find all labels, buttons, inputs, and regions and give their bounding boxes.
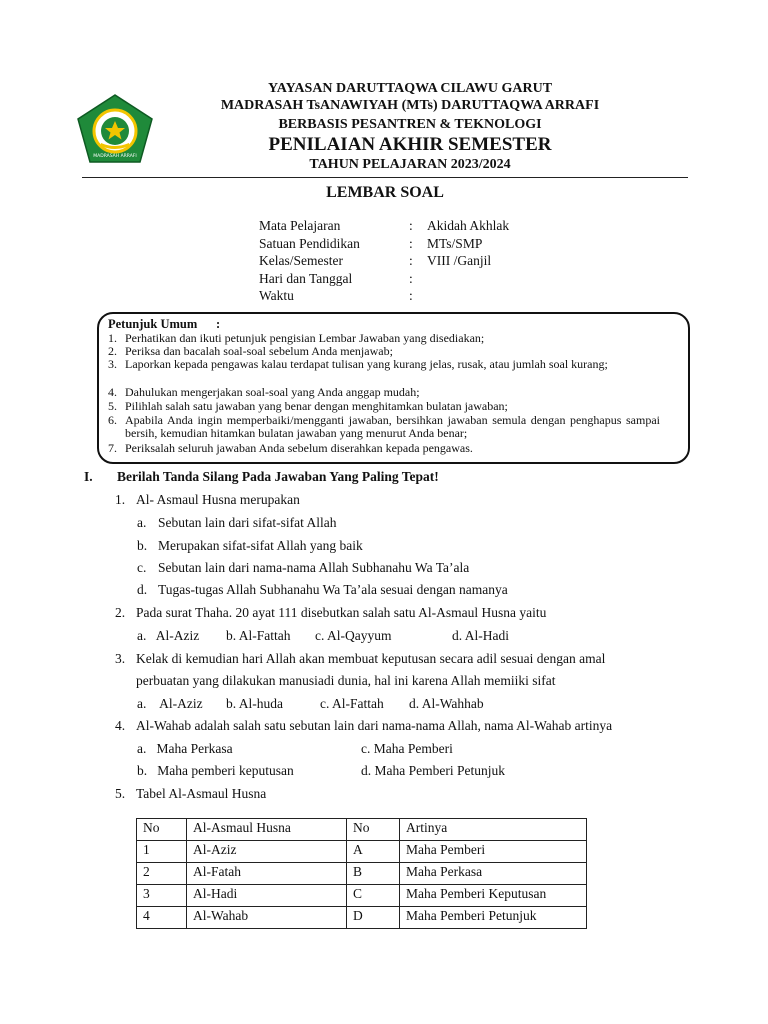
section-number: I.	[84, 469, 93, 484]
question-number: 4.	[115, 718, 126, 733]
svg-text:MADRASAH ARRAFI: MADRASAH ARRAFI	[93, 154, 137, 159]
info-colon: :	[409, 235, 413, 251]
table-header-cell: No	[137, 819, 187, 841]
question-text: Al- Asmaul Husna merupakan	[136, 492, 300, 507]
asmaul-husna-table	[136, 818, 587, 929]
table-cell: B	[347, 863, 400, 885]
info-value: Akidah Akhlak	[427, 218, 510, 233]
instructions-title: Petunjuk Umum :	[108, 317, 221, 331]
table-cell: 1	[137, 841, 187, 863]
instruction-text: Periksalah seluruh jawaban Anda sebelum diserahkan kepada pengawas.	[125, 441, 473, 455]
table-cell: Maha Pemberi Petunjuk	[400, 907, 587, 929]
instruction-number: 1.	[108, 331, 117, 345]
option-text: Sebutan lain dari nama-nama Allah Subhanahu Wa Ta’ala	[158, 560, 470, 575]
table-cell: C	[347, 885, 400, 907]
instruction-text: Laporkan kepada pengawas kalau terdapat tulisan yang kurang jelas, rusak, atau jumlah soal kurang;	[125, 357, 608, 371]
table-cell: Al-Wahab	[187, 907, 347, 929]
table-row	[137, 907, 587, 929]
question-number: 3.	[115, 651, 126, 666]
option-d: d. Al-Wahhab	[409, 696, 484, 711]
question-number: 2.	[115, 605, 126, 620]
table-cell: Maha Pemberi	[400, 841, 587, 863]
info-colon: :	[409, 288, 413, 303]
instruction-text: Apabila Anda ingin memperbaiki/mengganti jawaban, bersihkan jawaban semula dengan penghapus sampai bersih, kemudian hitamkan bulatan jawaban yang menurut Anda benar;	[125, 413, 660, 440]
info-label: Kelas/Semester	[259, 253, 343, 268]
question-text: Pada surat Thaha. 20 ayat 111 disebutkan salah satu Al-Asmaul Husna yaitu	[136, 605, 547, 620]
option-letter: d.	[137, 582, 148, 597]
option-b: b. Al-huda	[226, 696, 283, 711]
option-d: d. Maha Pemberi Petunjuk	[361, 763, 505, 778]
instruction-text: Perhatikan dan ikuti petunjuk pengisian Lembar Jawaban yang disediakan;	[125, 331, 485, 345]
table-header-row	[137, 819, 587, 841]
info-value: VIII /Ganjil	[427, 253, 492, 268]
option-a: a. Al-Aziz	[137, 628, 200, 643]
instruction-text: Pilihlah salah satu jawaban yang benar dengan menghitamkan bulatan jawaban;	[125, 399, 508, 413]
info-row-subject	[259, 218, 579, 236]
table-cell: 2	[137, 863, 187, 885]
instruction-number: 2.	[108, 344, 117, 358]
table-row	[137, 841, 587, 863]
info-colon: :	[409, 253, 413, 268]
table-cell: D	[347, 907, 400, 929]
table-header-cell: No	[347, 819, 400, 841]
option-a: a. Al-Aziz	[137, 696, 203, 711]
instruction-number: 7.	[108, 441, 117, 455]
option-b: b. Al-Fattah	[226, 628, 291, 643]
option-letter: a.	[137, 515, 147, 530]
table-header-cell: Al-Asmaul Husna	[187, 819, 347, 841]
document-title: LEMBAR SOAL	[326, 184, 444, 201]
question-number: 1.	[115, 492, 126, 507]
option-letter: c.	[137, 560, 147, 575]
info-colon: :	[409, 218, 413, 233]
table-row	[137, 863, 587, 885]
info-row-time	[259, 288, 579, 306]
table-cell: A	[347, 841, 400, 863]
option-letter: b.	[137, 538, 148, 553]
info-row-class	[259, 253, 579, 271]
section-title: Berilah Tanda Silang Pada Jawaban Yang Paling Tepat!	[117, 469, 439, 484]
instruction-number: 6.	[108, 413, 117, 427]
option-c: c. Maha Pemberi	[361, 741, 453, 756]
foundation-name: YAYASAN DARUTTAQWA CILAWU GARUT	[267, 81, 553, 96]
option-c: c. Al-Fattah	[320, 696, 384, 711]
option-a: a. Maha Perkasa	[137, 741, 233, 756]
option-text: Tugas-tugas Allah Subhanahu Wa Ta’ala sesuai dengan namanya	[158, 582, 508, 597]
header-divider	[82, 177, 688, 178]
instruction-text: Dahulukan mengerjakan soal-soal yang Anda anggap mudah;	[125, 385, 420, 399]
question-text: Kelak di kemudian hari Allah akan membuat keputusan secara adil sesuai dengan amal	[136, 651, 606, 666]
info-label: Waktu	[259, 288, 294, 303]
info-row-level	[259, 236, 579, 254]
instruction-item	[108, 386, 660, 399]
option-c: c. Al-Qayyum	[315, 628, 392, 643]
instruction-number: 4.	[108, 385, 117, 399]
option-text: Merupakan sifat-sifat Allah yang baik	[158, 538, 363, 553]
instruction-item	[108, 414, 660, 440]
table-cell: 4	[137, 907, 187, 929]
question-number: 5.	[115, 786, 126, 801]
info-label: Mata Pelajaran	[259, 218, 341, 233]
question-text: Tabel Al-Asmaul Husna	[136, 786, 267, 801]
instruction-item	[108, 358, 660, 384]
table-cell: Maha Perkasa	[400, 863, 587, 885]
info-colon: :	[409, 270, 413, 286]
instruction-number: 3.	[108, 357, 117, 371]
school-tagline: BERBASIS PESANTREN & TEKNOLOGI	[278, 117, 542, 132]
table-row	[137, 885, 587, 907]
instruction-item	[108, 400, 660, 413]
option-text: Sebutan lain dari sifat-sifat Allah	[158, 515, 337, 530]
info-label: Hari dan Tanggal	[259, 270, 353, 286]
instruction-number: 5.	[108, 399, 117, 413]
question-text-continued: perbuatan yang dilakukan manusiadi dunia, hal ini karena Allah memiiki sifat	[136, 673, 556, 688]
table-cell: 3	[137, 885, 187, 907]
option-d: d. Al-Hadi	[452, 628, 509, 643]
info-label: Satuan Pendidikan	[259, 235, 360, 251]
instruction-text: Periksa dan bacalah soal-soal sebelum Anda menjawab;	[125, 344, 393, 358]
table-cell: Al-Fatah	[187, 863, 347, 885]
info-value: MTs/SMP	[427, 235, 483, 251]
school-name: MADRASAH TsANAWIYAH (MTs) DARUTTAQWA ARRAFI	[220, 98, 600, 113]
instruction-item	[108, 442, 660, 455]
table-cell: Al-Aziz	[187, 841, 347, 863]
table-header-cell: Artinya	[400, 819, 587, 841]
info-row-date	[259, 271, 579, 289]
option-b: b. Maha pemberi keputusan	[137, 763, 294, 778]
table-cell: Maha Pemberi Keputusan	[400, 885, 587, 907]
question-text: Al-Wahab adalah salah satu sebutan lain dari nama-nama Allah, nama Al-Wahab artinya	[136, 718, 613, 733]
academic-year: TAHUN PELAJARAN 2023/2024	[309, 157, 511, 172]
table-cell: Al-Hadi	[187, 885, 347, 907]
exam-title: PENILAIAN AKHIR SEMESTER	[268, 134, 552, 155]
